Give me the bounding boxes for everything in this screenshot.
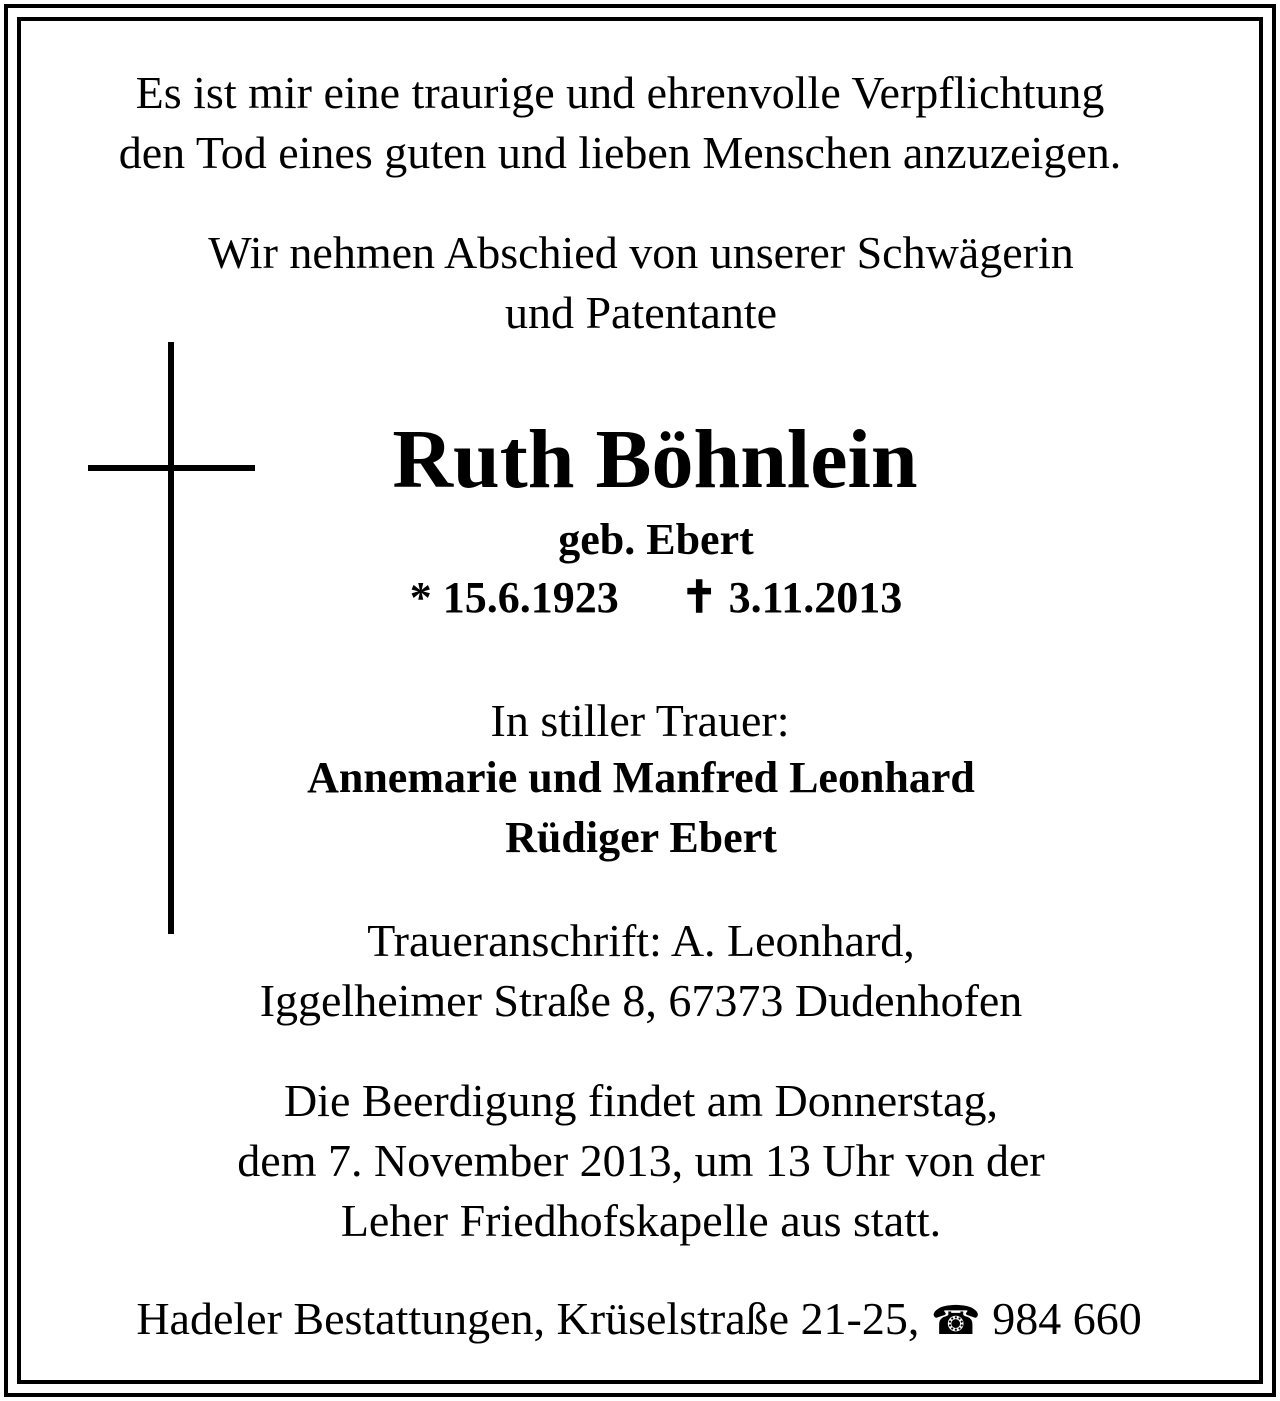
phone-icon: ☎ (930, 1298, 981, 1343)
farewell-line-2: und Patentante (504, 287, 778, 338)
death-cross-icon: ✝ (680, 573, 718, 622)
funeral-line-1: Die Beerdigung findet am Donnerstag, (283, 1075, 999, 1126)
mourning-heading: In stiller Trauer: (490, 695, 790, 746)
undertaker-phone: 984 660 (992, 1293, 1142, 1344)
funeral-line-2: dem 7. November 2013, um 13 Uhr von der (237, 1135, 1045, 1186)
intro-line-2: den Tod eines guten und lieben Menschen anzuzeigen. (118, 127, 1122, 178)
undertaker-line (0, 1293, 1278, 1344)
address-line-1: Traueranschrift: A. Leonhard, (367, 915, 915, 966)
mourner-2: Rüdiger Ebert (505, 813, 777, 862)
funeral-line-3: Leher Friedhofskapelle aus statt. (340, 1195, 942, 1246)
address-line-2: Iggelheimer Straße 8, 67373 Dudenhofen (259, 975, 1023, 1026)
birth-symbol: * (409, 573, 432, 622)
intro-line-1: Es ist mir eine traurige und ehrenvolle Verpflichtung (135, 67, 1105, 118)
mourner-1: Annemarie und Manfred Leonhard (307, 753, 975, 802)
birth-name: geb. Ebert (558, 515, 754, 564)
birth-date: 15.6.1923 (442, 573, 619, 622)
undertaker-text: Hadeler Bestattungen, Krüselstraße 21-25, (136, 1293, 920, 1344)
death-date: 3.11.2013 (728, 573, 903, 622)
life-dates (0, 573, 1280, 622)
farewell-line-1: Wir nehmen Abschied von unserer Schwägerin (208, 227, 1074, 278)
deceased-name: Ruth Böhnlein (392, 413, 918, 506)
